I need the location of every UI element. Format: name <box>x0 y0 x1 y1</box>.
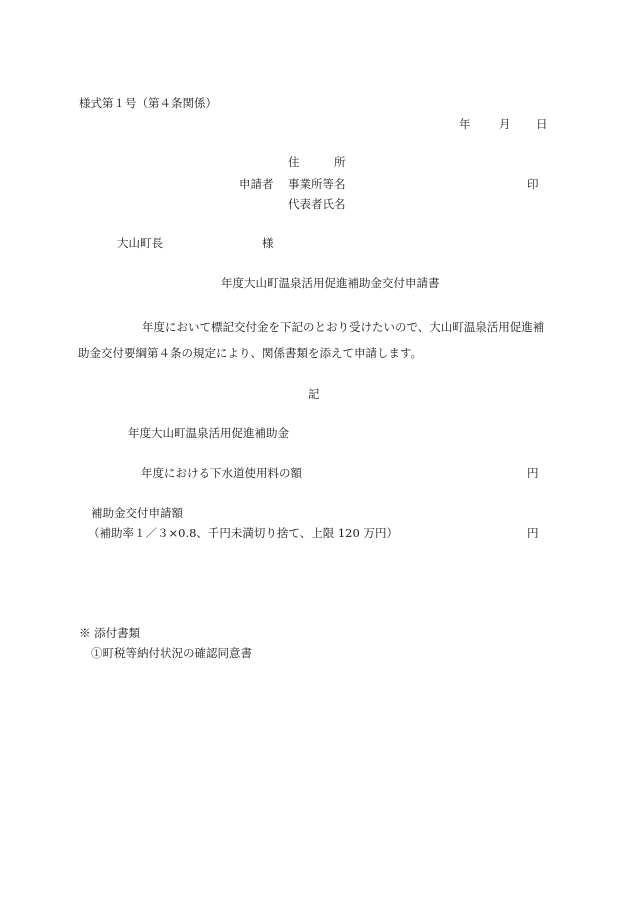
sewer-fee-unit: 円 <box>527 466 539 480</box>
seal-mark: 印 <box>527 177 539 191</box>
applicant-label: 申請者 <box>239 177 274 191</box>
sewer-fee-label: 年度における下水道使用料の額 <box>141 466 302 480</box>
request-amount-label: 補助金交付申請額 <box>91 506 183 520</box>
addressee-name: 大山町長 <box>117 236 163 250</box>
office-name-label: 事業所等名 <box>288 177 346 191</box>
attachment-item: ①町税等納付状況の確認同意書 <box>91 646 252 660</box>
document-title: 年度大山町温泉活用促進補助金交付申請書 <box>221 276 440 290</box>
grant-name: 年度大山町温泉活用促進補助金 <box>128 426 289 440</box>
address-label: 住 所 <box>288 155 346 169</box>
request-amount-unit: 円 <box>527 526 539 540</box>
date-day: 日 <box>536 117 548 131</box>
form-number: 様式第１号（第４条関係） <box>79 96 217 110</box>
body-paragraph <box>78 314 548 366</box>
body-text: 年度において標記交付金を下記のとおり受けたいので、大山町温泉活用促進補助金交付要綱第４条の規定により、関係書類を添えて申請します。 <box>78 320 545 360</box>
attachments-heading: ※ 添付書類 <box>79 626 141 640</box>
addressee-honorific: 様 <box>262 236 274 250</box>
date-month: 月 <box>499 117 511 131</box>
request-amount-note: （補助率１／３×0.8、千円未満切り捨て、上限 120 万円） <box>88 526 398 540</box>
ki-heading: 記 <box>308 387 320 401</box>
date-year: 年 <box>459 117 471 131</box>
representative-label: 代表者氏名 <box>288 197 346 211</box>
